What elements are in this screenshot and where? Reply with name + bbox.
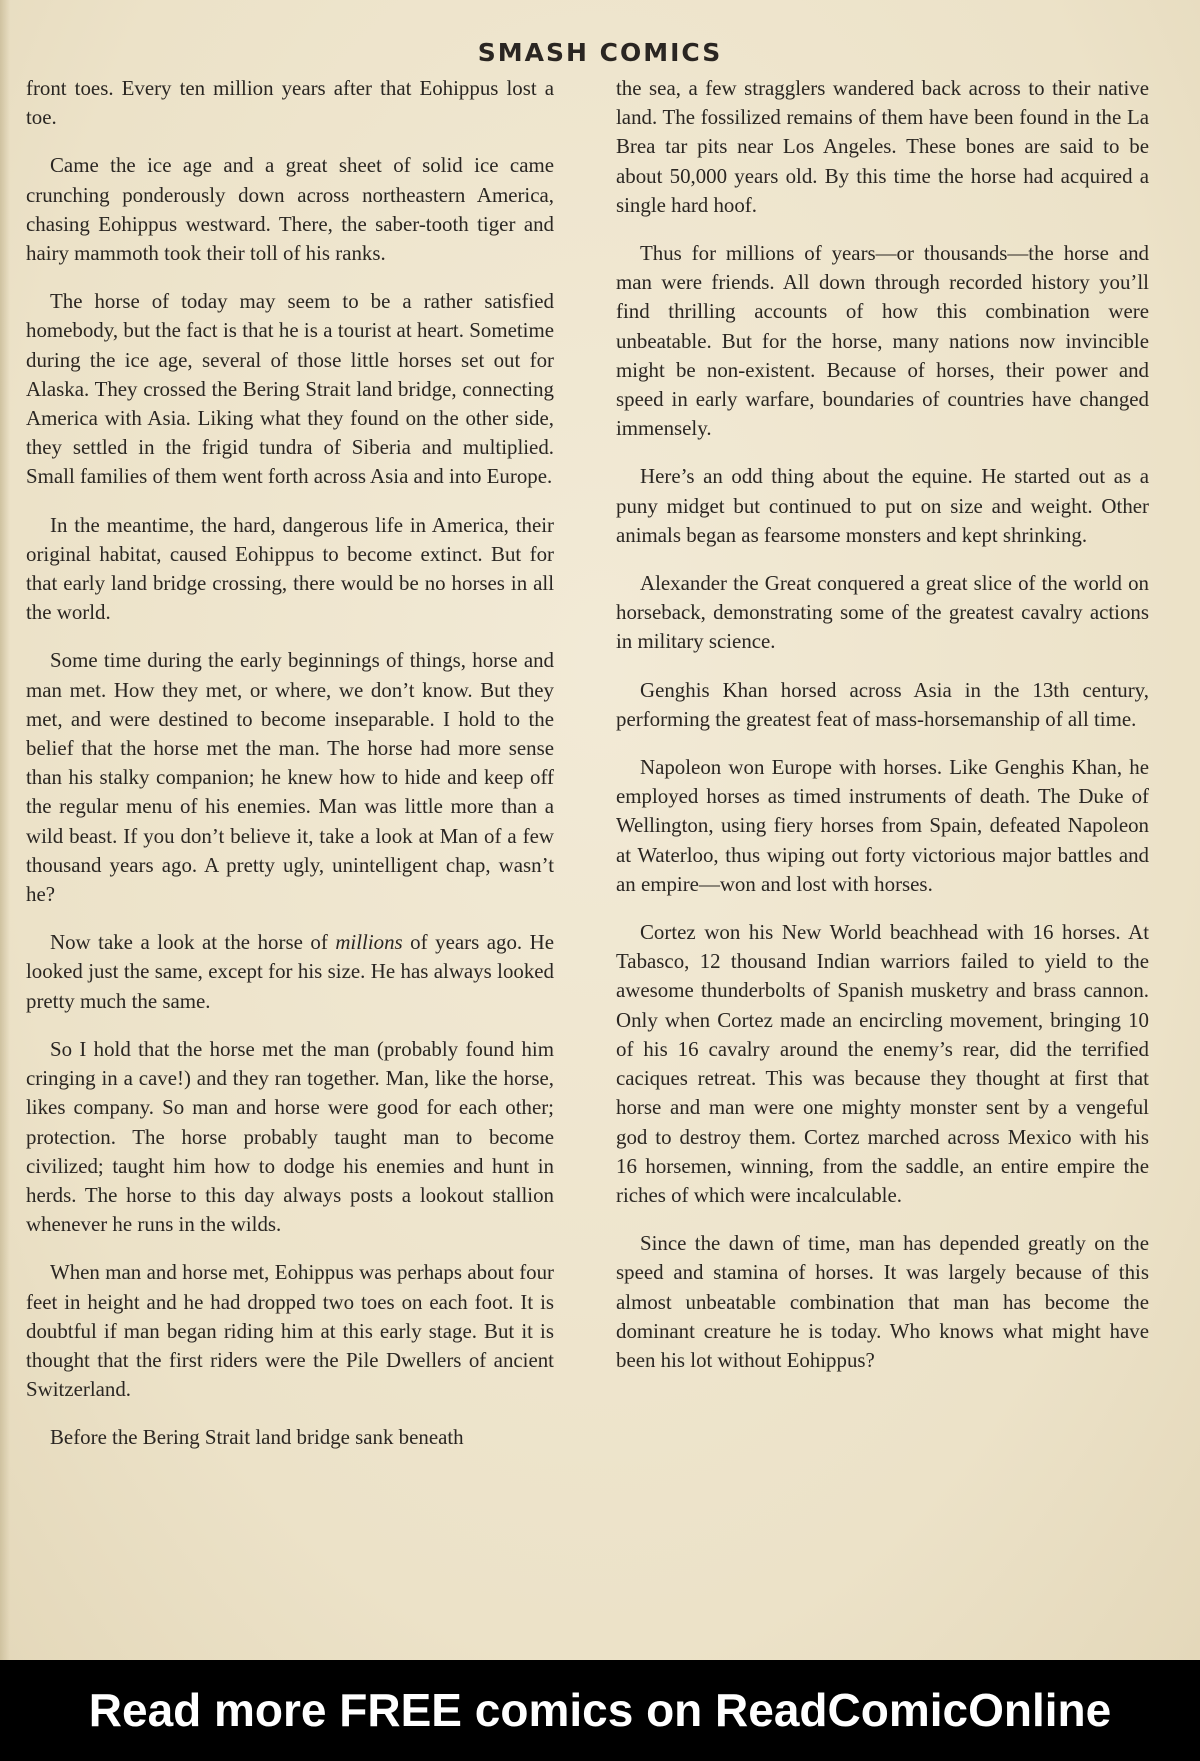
paragraph: The horse of today may seem to be a rather satisfied homebody, but the fact is that he is a tourist at heart. Sometime during the ice age, several of those little horses set out for Alaska. They crossed the Bering Strait land bridge, connecting America with Asia. Liking what they found on the other side, they settled in the frigid tundra of Siberia and multiplied. Small families of them went forth across Asia and into Europe. (26, 289, 554, 489)
paragraph (26, 928, 554, 1016)
emphasized-word: millions (335, 930, 403, 955)
paragraph: Alexander the Great conquered a great slice of the world on horseback, demonstrating some of the greatest cavalry actions in military science. (616, 571, 1149, 654)
paragraph: When man and horse met, Eohippus was perhaps about four feet in height and he had dropped two toes on each foot. It is doubtful if man began riding him at this early stage. But it is thought that the first riders were the Pile Dwellers of ancient Switzerland. (26, 1260, 554, 1402)
paragraph-text: Now take a look at the horse of (50, 930, 336, 955)
paragraph: Since the dawn of time, man has depended greatly on the speed and stamina of horses. It was largely because of this almost unbeatable combination that man has become the dominant creature he is today. Who knows what might have been his lot without Eohippus? (616, 1231, 1149, 1372)
paragraph: Genghis Khan horsed across Asia in the 13th century, performing the greatest feat of mass-horsemanship of all time. (616, 677, 1149, 731)
readcomiconline-banner-link[interactable]: Read more FREE comics on ReadComicOnline (0, 1660, 1200, 1761)
paragraph: front toes. Every ten million years after that Eohippus lost a toe. (26, 76, 554, 130)
paragraph: Came the ice age and a great sheet of solid ice came crunching ponderously down across northeastern America, chasing Eohippus westward. There, the saber-tooth tiger and hairy mammoth took their toll of his ranks. (26, 153, 554, 266)
left-text-column (26, 74, 554, 1453)
paragraph: Here’s an odd thing about the equine. He started out as a puny midget but continued to put on size and weight. Other animals began as fearsome monsters and kept shrinking. (616, 464, 1149, 547)
paragraph: Thus for millions of years—or thousands—the horse and man were friends. All down through recorded history you’ll find thrilling accounts of how this combination were unbeatable. But for the horse, many nations now invincible might be non-existent. Because of horses, their power and speed in early warfare, boundaries of countries have changed immensely. (616, 241, 1149, 441)
paragraph: Before the Bering Strait land bridge sank beneath (50, 1425, 464, 1450)
paragraph: Cortez won his New World beachhead with 16 horses. At Tabasco, 12 thousand Indian warriors failed to yield to the awesome thunderbolts of Spanish musketry and brass cannon. Only when Cortez made an encircling movement, bringing 10 of his 16 cavalry around the enemy’s rear, did the terrified caciques retreat. This was because they thought at first that horse and man were one mighty monster sent by a vengeful god to destroy them. Cortez marched across Mexico with his 16 horsemen, winning, from the saddle, an entire empire the riches of which were incalculable. (616, 920, 1149, 1207)
paragraph: Some time during the early beginnings of things, horse and man met. How they met, or where, we don’t know. But they met, and were destined to become inseparable. I hold to the belief that the horse met the man. The horse had more sense than his stalky companion; he knew how to hide and keep off the regular menu of his enemies. Man was little more than a wild beast. If you don’t believe it, take a look at Man of a few thousand years ago. A pretty ugly, unintelligent chap, wasn’t he? (26, 648, 554, 907)
page-header-title: SMASH COMICS (477, 38, 723, 67)
page-edge-shadow (0, 0, 10, 1660)
paragraph: Napoleon won Europe with horses. Like Genghis Khan, he employed horses as timed instruments of death. The Duke of Wellington, using fiery horses from Spain, defeated Napoleon at Waterloo, thus wiping out forty victorious major battles and an empire—won and lost with horses. (616, 755, 1149, 896)
right-text-column (616, 74, 1149, 1375)
paragraph: So I hold that the horse met the man (probably found him cringing in a cave!) and they ran together. Man, like the horse, likes company. So man and horse were good for each other; protection. The horse probably taught man to become civilized; taught him how to dodge his enemies and hunt in herds. The horse to this day always posts a lookout stallion whenever he runs in the wilds. (26, 1036, 554, 1237)
paragraph: In the meantime, the hard, dangerous life in America, their original habitat, caused Eohippus to become extinct. But for that early land bridge crossing, there would be no horses in all the world. (26, 512, 554, 625)
paragraph: the sea, a few stragglers wandered back across to their native land. The fossilized remains of them have been found in the La Brea tar pits near Los Angeles. These bones are said to be about 50,000 years old. By this time the horse had acquired a single hard hoof. (616, 76, 1149, 217)
paragraph-text: of years ago. He looked just the same, except for his size. He has always looked pretty much the same. (26, 930, 554, 1013)
